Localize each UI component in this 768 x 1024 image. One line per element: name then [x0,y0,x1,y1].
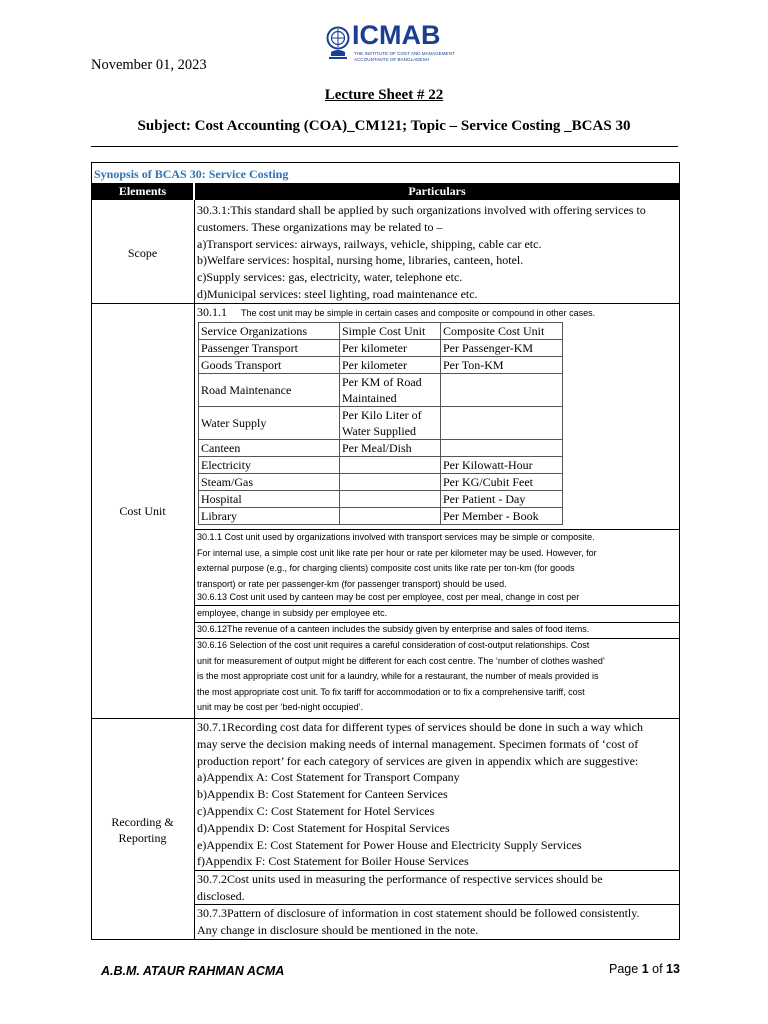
note-line: 30.6.13 Cost unit used by canteen may be cost per employee, cost per meal, change in cost per [197,592,580,602]
footer-author: A.B.M. ATAUR RAHMAN ACMA [101,964,285,978]
recording-line: disclosed. [197,888,245,903]
table-cell: Hospital [199,491,340,508]
note-line: is the most appropriate cost unit for a laundry, while for a restaurant, the number of meals provided is [197,671,599,681]
cost-unit-intro [197,304,677,322]
synopsis-title: Synopsis of BCAS 30: Service Costing [94,167,289,181]
note-line: 30.6.16 Selection of the cost unit requires a careful consideration of cost-output relationships. Cost [197,640,590,650]
note-line: For internal use, a simple cost unit like rate per hour or rate per kilometer may be used. However, for [197,547,597,558]
element-label-scope: Scope [127,246,158,260]
scope-line: a)Transport services: airways, railways, vehicle, shipping, cable car etc. [197,236,542,251]
scope-line: d)Municipal services: steel lighting, road maintenance etc. [197,286,478,301]
column-header-particulars: Particulars [195,183,679,200]
table-cell: Per Kilowatt-Hour [441,457,563,474]
table-header-cell: Simple Cost Unit [340,323,441,340]
recording-line: f)Appendix F: Cost Statement for Boiler House Services [197,854,469,869]
scope-line: 30.3.1:This standard shall be applied by such organizations involved with offering services to [197,203,646,217]
recording-line: may serve the decision making needs of internal management. Specimen formats of ‘cost of [197,736,639,751]
element-label-cost-unit: Cost Unit [119,504,166,518]
recording-block-1 [197,719,677,870]
scope-line: c)Supply services: gas, electricity, water, telephone etc. [197,270,463,285]
scope-line: b)Welfare services: hospital, nursing home, libraries, canteen, hotel. [197,253,524,268]
cost-unit-note-4 [197,638,677,716]
table-cell: Canteen [199,440,340,457]
table-cell: Per Kilo Liter of Water Supplied [340,407,441,440]
table-cell: Per KM of Road Maintained [340,374,441,407]
recording-line: production report’ for each category of services are given in appendix which are suggestive: [197,753,639,768]
recording-line: 30.7.2Cost units used in measuring the performance of respective services should be [197,872,603,886]
column-divider [194,200,195,939]
table-row [199,407,563,440]
table-row [199,340,563,357]
icmab-logo [326,20,455,64]
page-total: 13 [666,962,680,976]
logo-wordmark: ICMAB [352,20,441,50]
table-row [199,508,563,525]
scope-line: customers. These organizations may be related to – [197,219,443,234]
label-line: Recording & [111,815,174,829]
of-word: of [652,962,663,976]
recording-block-2 [197,871,677,905]
cost-unit-note-3 [197,622,677,638]
page-number [609,962,680,976]
table-cell: Per Patient - Day [441,491,563,508]
note-line: external purpose (e.g., for charging clients) composite cost units like rate per ton-km (for goods [197,563,575,573]
label-line: Reporting [118,831,167,845]
table-cell: Water Supply [199,407,340,440]
column-header-elements: Elements [92,183,193,200]
recording-line: 30.7.1Recording cost data for different types of services should be done in such a way which [197,720,643,734]
scope-text [197,202,677,303]
table-row [199,440,563,457]
note-line: 30.1.1 Cost unit used by organizations involved with transport services may be simple or composite. [197,532,595,542]
lecture-title [0,87,768,104]
table-header-row [199,323,563,340]
document-date: November 01, 2023 [91,57,207,73]
table-cell: Per KG/Cubit Feet [441,474,563,491]
table-cell [441,407,563,440]
table-cell: Per Passenger-KM [441,340,563,357]
subject-line: Subject: Cost Accounting (COA)_CM121; Topic – Service Costing _BCAS 30 [137,118,631,134]
table-row [199,491,563,508]
emblem-icon [326,24,350,62]
recording-line: c)Appendix C: Cost Statement for Hotel Services [197,803,435,818]
recording-line: b)Appendix B: Cost Statement for Canteen Services [197,787,448,802]
note-line: 30.6.12The revenue of a canteen includes the subsidy given by enterprise and sales of food items. [197,624,590,634]
recording-line: e)Appendix E: Cost Statement for Power House and Electricity Supply Services [197,837,582,852]
table-cell [340,508,441,525]
recording-line: Any change in disclosure should be mentioned in the note. [197,922,479,937]
table-cell: Per Member - Book [441,508,563,525]
table-cell: Road Maintenance [199,374,340,407]
note-line: unit may be cost per ‘bed-night occupied’. [197,702,364,712]
table-cell: Per Ton-KM [441,357,563,374]
note-line: unit for measurement of output might be different for each cost centre. The ‘number of clothes washed’ [197,655,605,666]
table-row [199,474,563,491]
page-word: Page [609,962,639,976]
logo-subtitle-1: THE INSTITUTE OF COST AND MANAGEMENT [354,51,455,56]
recording-line: a)Appendix A: Cost Statement for Transport Company [197,770,460,785]
note-line: the most appropriate cost unit. To fix tariff for accommodation or to fix a comprehensive tariff, cost [197,686,585,697]
table-header-cell: Service Organizations [199,323,340,340]
table-cell: Electricity [199,457,340,474]
table-cell [441,374,563,407]
table-row [199,357,563,374]
note-line: transport) or rate per passenger-km (for passenger transport) should be used. [197,578,507,589]
element-label-recording [92,814,193,846]
table-row [199,374,563,407]
intro-text: The cost unit may be simple in certain cases and composite or compound in other cases. [241,308,596,318]
page-current: 1 [641,962,649,976]
cost-unit-table [198,322,563,525]
cost-unit-note-1 [197,530,677,592]
table-cell [441,440,563,457]
table-cell: Goods Transport [199,357,340,374]
intro-number: 30.1.1 [197,305,227,319]
table-cell: Per Meal/Dish [340,440,441,457]
table-cell [340,474,441,491]
recording-line: d)Appendix D: Cost Statement for Hospital Services [197,820,450,835]
recording-block-3 [197,905,677,939]
cost-unit-note-2 [197,590,677,621]
table-cell: Library [199,508,340,525]
lecture-title-text: Lecture Sheet # 22 [324,87,444,103]
table-cell: Per kilometer [340,357,441,374]
table-cell [340,457,441,474]
table-cell: Steam/Gas [199,474,340,491]
table-cell: Passenger Transport [199,340,340,357]
note-line: employee, change in subsidy per employee etc. [197,607,388,618]
table-header-cell: Composite Cost Unit [441,323,563,340]
table-row [199,457,563,474]
recording-line: 30.7.3Pattern of disclosure of information in cost statement should be followed consistently. [197,906,640,920]
table-cell [340,491,441,508]
logo-subtitle-2: ACCOUNTANTS OF BANGLADESH [354,57,429,62]
header-divider [91,146,678,147]
table-cell: Per kilometer [340,340,441,357]
